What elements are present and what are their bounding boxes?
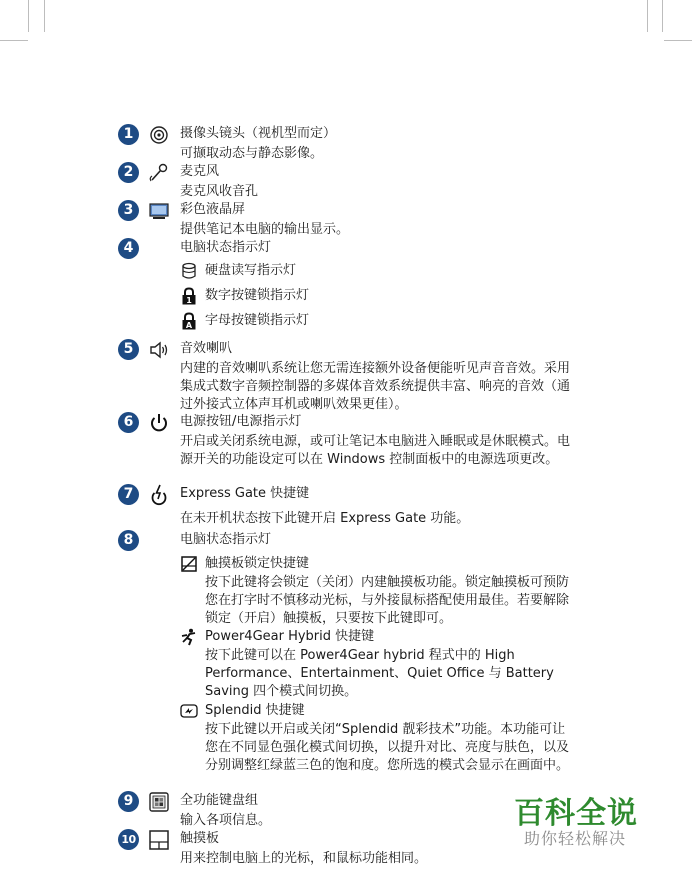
caps-lock-icon: [180, 312, 198, 330]
hard-disk-icon: [180, 262, 198, 280]
item-number: 6: [118, 412, 139, 433]
item-title: 摄像头镜头（视机型而定）: [180, 126, 337, 141]
keyboard-icon: [148, 791, 170, 813]
watermark-subtitle: 助你轻松解决: [524, 829, 627, 848]
sub-title: 触摸板锁定快捷键: [205, 556, 310, 571]
microphone-icon: [148, 162, 170, 184]
item-number: 3: [118, 200, 139, 221]
sub-title: Power4Gear Hybrid 快捷键: [205, 629, 375, 644]
item-desc: 麦克风收音孔: [180, 184, 259, 199]
item-number: 7: [118, 484, 139, 505]
item-number: 2: [118, 162, 139, 183]
item-number: 10: [118, 829, 139, 850]
sub-title: 硬盘读写指示灯: [205, 263, 297, 278]
item-number: 8: [118, 530, 139, 551]
num-lock-icon: [180, 287, 198, 305]
item-desc: 开启或关闭系统电源，或可让笔记本电脑进入睡眠或是休眠模式。电源开关的功能设定可以在 Windows 控制面板中的电源选项更改。: [180, 434, 571, 467]
item-number: 9: [118, 791, 139, 812]
express-gate-icon: [148, 484, 170, 506]
sub-desc: 按下此键可以在 Power4Gear hybrid 程式中的 High Performance、Entertainment、Quiet Office 与 Battery Saving 四个模式间切换。: [205, 648, 554, 699]
sub-title: 数字按键锁指示灯: [205, 288, 310, 303]
item-title: 麦克风: [180, 164, 220, 179]
item-title: Express Gate 快捷键: [180, 486, 310, 501]
crop-mark: [647, 0, 648, 32]
item-title: 电脑状态指示灯: [180, 240, 272, 255]
crop-mark: [28, 0, 29, 32]
item-number: 5: [118, 339, 139, 360]
camera-icon: [148, 124, 170, 146]
sub-desc: 按下此键将会锁定（关闭）内建触摸板功能。锁定触摸板可预防您在打字时不慎移动光标，与外接鼠标搭配使用最佳。若要解除锁定（开启）触摸板，只要按下此键即可。: [205, 575, 570, 626]
sub-desc: 按下此键以开启或关闭“Splendid 靓彩技术”功能。本功能可让您在不同显色强化模式间切换，以提升对比、亮度与肤色，以及分别调整红绿蓝三色的饱和度。您所选的模式会显示在画面中。: [205, 722, 570, 773]
power-icon: [148, 412, 170, 434]
svg-text:A: A: [185, 321, 193, 330]
power4gear-icon: [180, 628, 198, 646]
item-title: 触摸板: [180, 831, 220, 846]
svg-text:1: 1: [186, 296, 192, 305]
crop-mark: [44, 0, 45, 32]
item-title: 全功能键盘组: [180, 793, 259, 808]
item-title: 音效喇叭: [180, 341, 233, 356]
item-desc: 内建的音效喇叭系统让您无需连接额外设备便能听见声音音效。采用集成式数字音频控制器的多媒体音效系统提供丰富、响亮的音效（通过外接式立体声耳机或喇叭效果更佳）。: [180, 361, 571, 412]
item-title: 电源按钮/电源指示灯: [180, 414, 302, 429]
crop-mark: [0, 40, 28, 41]
item-number: 4: [118, 238, 139, 259]
item-title: 彩色液晶屏: [180, 202, 246, 217]
item-desc: 用来控制电脑上的光标，和鼠标功能相同。: [180, 851, 428, 866]
sub-title: 字母按键锁指示灯: [205, 313, 310, 328]
splendid-icon: [180, 702, 198, 720]
item-desc: 输入各项信息。: [180, 813, 272, 828]
touchpad-icon: [148, 829, 170, 851]
item-number: 1: [118, 124, 139, 145]
crop-mark: [664, 40, 692, 41]
item-title: 电脑状态指示灯: [180, 532, 272, 547]
speaker-icon: [148, 339, 170, 361]
sub-title: Splendid 快捷键: [205, 703, 305, 718]
watermark-title: 百科全说: [514, 796, 638, 831]
lcd-screen-icon: [148, 200, 170, 222]
item-desc: 提供笔记本电脑的输出显示。: [180, 222, 350, 237]
touchpad-lock-icon: [180, 555, 198, 573]
item-desc: 在未开机状态按下此键开启 Express Gate 功能。: [180, 511, 470, 526]
crop-mark: [662, 0, 663, 32]
item-desc: 可撷取动态与静态影像。: [180, 146, 324, 161]
